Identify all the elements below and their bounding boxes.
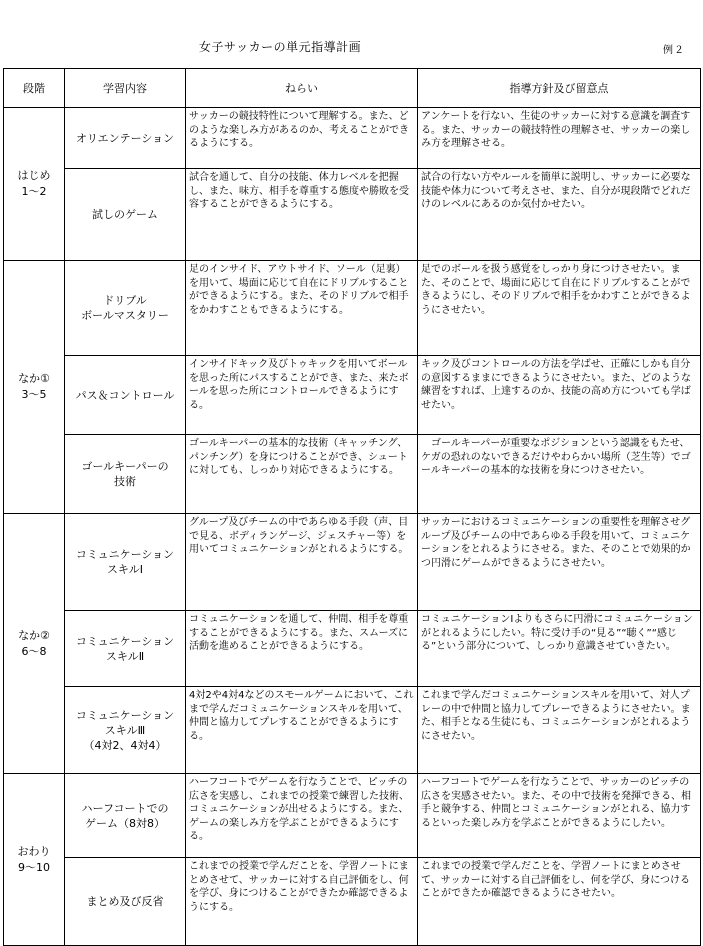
- stage-cell: [4, 108, 65, 261]
- header-stage: 段階: [4, 69, 65, 108]
- learning-content-line: 試しのゲーム: [92, 208, 158, 221]
- guidance-cell: サッカーにおけるコミュニケーションの重要性を理解させグループ及びチームの中であらゆる手段を用いて、コミュニケーションをとれるようにさせる。また、そのことで効果的かつ円滑にゲームができるようにさせたい。: [418, 514, 701, 611]
- stage-label-line: 9～10: [18, 860, 50, 874]
- learning-content-cell: [65, 514, 186, 611]
- learning-content-line: コミュニケーション: [75, 634, 175, 648]
- stage-label-line: なか①: [18, 372, 50, 385]
- stage-label-line: 3～5: [21, 388, 47, 401]
- learning-content-cell: [65, 261, 186, 356]
- table-body: [4, 108, 701, 946]
- learning-content-cell: [65, 687, 186, 774]
- learning-content-line: コミュニケーション: [75, 708, 175, 722]
- stage-label-line: 1～2: [21, 185, 47, 198]
- aim-cell: グループ及びチームの中であらゆる手段（声、目で見る、ボディランゲージ、ジェスチャー等）を用いてコミュニケーションがとれるようにする。: [186, 514, 418, 611]
- learning-content-cell: [65, 169, 186, 261]
- learning-content-line: ゲーム（8対8）: [85, 816, 165, 830]
- learning-content-line: オリエンテーション: [75, 131, 175, 145]
- stage-label-line: おわり: [17, 844, 51, 858]
- table-row: [4, 774, 701, 858]
- stage-cell: [4, 261, 65, 514]
- learning-content-line: コミュニケーション: [75, 548, 175, 561]
- header-guidance: 指導方針及び留意点: [418, 69, 701, 108]
- aim-cell: 4対2や4対4などのスモールゲームにおいて、これまで学んだコミュニケーションスキルを用いて、仲間と協力してプレすることができるようにする。: [186, 687, 418, 774]
- guidance-cell: ハーフコートでゲームを行なうことで、サッカーのピッチの広さを実感させたい。また、その中で技術を発揮できる、相手と競争する、仲間とコミュニケーションがとれる、協力するといった楽しみ方を学ぶことができるようにしたい。: [418, 774, 701, 858]
- aim-cell: サッカーの競技特性について理解する。また、どのような楽しみ方があるのか、考えることができるようにする。: [186, 108, 418, 169]
- aim-cell: インサイドキック及びトゥキックを用いてボールを思った所にパスすることができ、また、来たボールを思った所にコントロールできるようにする。: [186, 356, 418, 435]
- stage-label-line: はじめ: [17, 169, 51, 182]
- guidance-cell: これまでの授業で学んだことを、学習ノートにまとめさせて、サッカーに対する自己評価をし、何を学び、身につけることができたか確認できるようにさせたい。: [418, 858, 701, 946]
- aim-cell: ハーフコートでゲームを行なうことで、ピッチの広さを実感し、これまでの授業で練習した技術、コミュニケーションが出せるようにする。また、ゲームの楽しみ方を学ぶことができるようにする。: [186, 774, 418, 858]
- learning-content-line: 技術: [114, 475, 136, 488]
- table-row: [4, 514, 701, 611]
- learning-content-cell: [65, 108, 186, 169]
- stage-label-line: 6～8: [21, 644, 47, 658]
- learning-content-line: まとめ及び反省: [86, 895, 164, 908]
- learning-content-cell: [65, 435, 186, 514]
- table-row: [4, 687, 701, 774]
- guidance-cell: アンケートを行ない、生徒のサッカーに対する意識を調査する。また、サッカーの競技特性の理解させ、サッカーの楽しみ方を理解させる。: [418, 108, 701, 169]
- header-content: 学習内容: [65, 69, 186, 108]
- learning-content-cell: [65, 611, 186, 687]
- table-row: [4, 108, 701, 169]
- learning-content-line: ボールマスタリー: [81, 309, 169, 322]
- learning-content-line: スキルⅠ: [106, 563, 144, 576]
- learning-content-cell: [65, 356, 186, 435]
- stage-cell: [4, 774, 65, 946]
- learning-content-cell: [65, 774, 186, 858]
- guidance-cell: これまで学んだコミュニケーションスキルを用いて、対人プレーの中で仲間と協力してプレーできるようにさせたい。また、相手となる生徒にも、コミュニケーションがとれるようにさせたい。: [418, 687, 701, 774]
- stage-label-line: なか②: [18, 628, 50, 642]
- learning-content-line: パス＆コントロール: [75, 388, 175, 402]
- aim-cell: ゴールキーパーの基本的な技術（キャッチング、パンチング）を身につけることができ、シュートに対しても、しっかり対応できるようにする。: [186, 435, 418, 514]
- header-aim: ねらい: [186, 69, 418, 108]
- learning-content-line: スキルⅡ: [105, 649, 145, 663]
- table-row: [4, 261, 701, 356]
- table-row: [4, 435, 701, 514]
- table-row: [4, 356, 701, 435]
- aim-cell: コミュニケーションを通して、仲間、相手を尊重することができるようにする。また、スムーズに活動を進めることができるようにする。: [186, 611, 418, 687]
- unit-plan-table: [3, 68, 701, 946]
- aim-cell: これまでの授業で学んだことを、学習ノートにまとめさせて、サッカーに対する自己評価をし、何を学び、身につけることができたか確認できるようにする。: [186, 858, 418, 946]
- guidance-cell: コミュニケーションⅠよりもさらに円滑にコミュニケーションがとれるようにしたい。特に受け手の“見る”“聴く”“感じる”という部分について、しっかり意識させていきたい。: [418, 611, 701, 687]
- aim-cell: 試合を通して、自分の技能、体力レベルを把握し、また、味方、相手を尊重する態度や勝敗を受容することができるようにする。: [186, 169, 418, 261]
- table-row: [4, 858, 701, 946]
- stage-cell: [4, 514, 65, 774]
- header-row: [4, 69, 701, 108]
- table-row: [4, 169, 701, 261]
- learning-content-line: スキルⅢ: [104, 723, 146, 737]
- aim-cell: 足のインサイド、アウトサイド、ソール（足裏）を用いて、場面に応じて自在にドリブルすることができるようにする。また、そのドリブルで相手をかわすこともできるようにする。: [186, 261, 418, 356]
- example-label: 例２: [663, 45, 685, 56]
- learning-content-line: （4対2、4対4）: [83, 738, 167, 752]
- guidance-cell: 足でのボールを扱う感覚をしっかり身につけさせたい。また、そのことで、場面に応じて自在にドリブルすることができるようにし、そのドリブルで相手をかわすことができるようにさせたい。: [418, 261, 701, 356]
- guidance-cell: 試合の行ない方やルールを簡単に説明し、サッカーに必要な技能や体力について考えさせ、また、自分が現段階でどれだけのレベルにあるのか気付かせたい。: [418, 169, 701, 261]
- learning-content-line: ドリブル: [103, 294, 147, 307]
- table-row: [4, 611, 701, 687]
- learning-content-cell: [65, 858, 186, 946]
- guidance-cell: ゴールキーパーが重要なポジションという認識をもたせ、ケガの恐れのないできるだけやわらかい場所（芝生等）でゴールキーパーの基本的な技術を身につけさせたい。: [418, 435, 701, 514]
- learning-content-line: ハーフコートでの: [81, 801, 169, 815]
- guidance-cell: キック及びコントロールの方法を学ばせ、正確にしかも自分の意図するままにできるようにさせたい。また、どのような練習をすれば、上達するのか、技能の高め方についても学ばせたい。: [418, 356, 701, 435]
- document-title: 女子サッカーの単元指導計画: [198, 40, 362, 54]
- learning-content-line: ゴールキーパーの: [81, 460, 169, 473]
